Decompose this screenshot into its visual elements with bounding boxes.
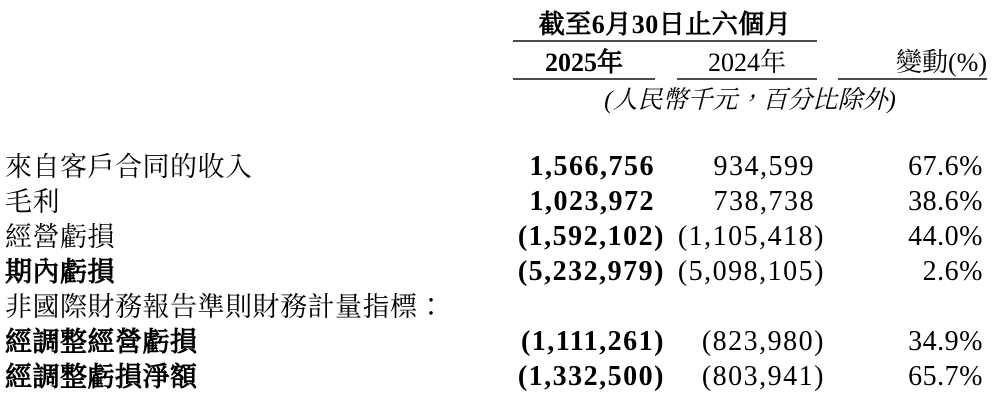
value-change: 38.6% — [908, 186, 983, 217]
value-2025: (1,592,102) — [517, 221, 665, 252]
column-underline-2025 — [513, 78, 655, 80]
value-2024: 738,738 — [713, 186, 815, 217]
table-row-gross-profit — [0, 186, 1000, 218]
value-change: 2.6% — [922, 256, 983, 287]
table-row-adjusted-net-loss — [0, 361, 1000, 393]
value-2024: (803,941) — [701, 361, 825, 392]
table-row-operating-loss — [0, 221, 1000, 253]
value-2025: (1,332,500) — [517, 361, 665, 392]
table-row-loss-for-period — [0, 256, 1000, 288]
table-row-revenue — [0, 151, 1000, 183]
column-underline-change — [838, 78, 987, 80]
row-label: 非國際財務報告準則財務計量指標： — [5, 292, 445, 322]
value-change: 44.0% — [908, 221, 983, 252]
value-2024: (823,980) — [701, 326, 825, 357]
row-label: 來自客戶合同的收入 — [5, 152, 253, 182]
period-header: 截至6月30日止六個月 — [538, 10, 792, 39]
row-label: 毛利 — [5, 187, 60, 217]
column-underline-2024 — [677, 78, 817, 80]
period-underline — [513, 40, 817, 42]
row-label: 期內虧損 — [5, 257, 115, 287]
table-row-adjusted-operating-loss — [0, 326, 1000, 358]
row-label: 經調整經營虧損 — [5, 327, 198, 357]
column-header-2024: 2024年 — [707, 48, 786, 77]
table-row-non-ifrs-section-heading — [0, 291, 1000, 323]
value-change: 65.7% — [908, 361, 983, 392]
column-header-change: 變動(%) — [896, 48, 987, 77]
value-change: 67.6% — [908, 151, 983, 182]
row-label: 經營虧損 — [5, 222, 115, 252]
value-2024: 934,599 — [713, 151, 815, 182]
value-2025: 1,023,972 — [529, 186, 655, 217]
value-change: 34.9% — [908, 326, 983, 357]
column-header-2025: 2025年 — [544, 48, 623, 77]
value-2025: 1,566,756 — [529, 151, 655, 182]
value-2025: (1,111,261) — [520, 326, 665, 357]
value-2024: (1,105,418) — [677, 221, 825, 252]
unit-note: (人民幣千元，百分比除外) — [604, 87, 896, 114]
value-2025: (5,232,979) — [517, 256, 665, 287]
row-label: 經調整虧損淨額 — [5, 362, 198, 392]
value-2024: (5,098,105) — [677, 256, 825, 287]
